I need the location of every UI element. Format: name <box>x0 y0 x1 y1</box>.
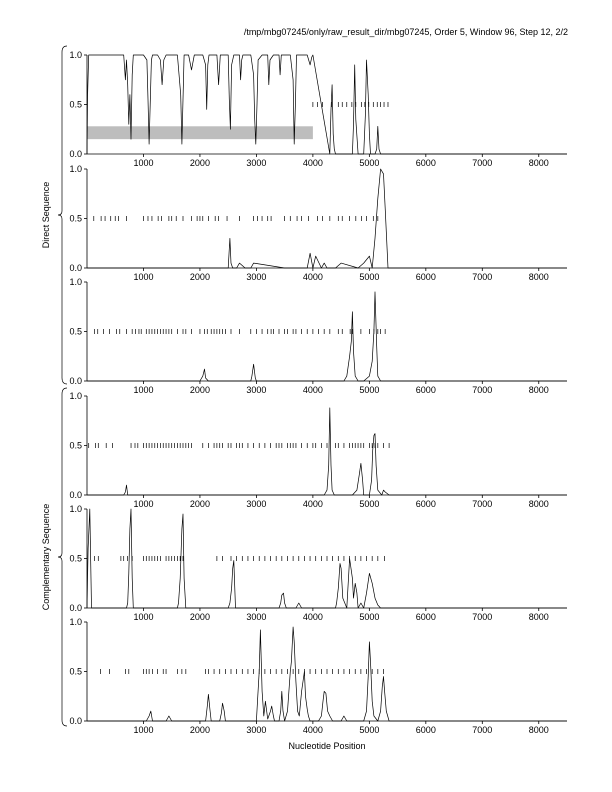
group-brackets <box>58 46 67 726</box>
x-tick-label: 5000 <box>359 499 380 509</box>
x-tick-label: 5000 <box>359 725 380 735</box>
x-tick-label: 1000 <box>133 158 154 168</box>
x-tick-label: 2000 <box>189 385 210 395</box>
x-tick-label: 6000 <box>415 158 436 168</box>
panel-1 <box>69 50 567 168</box>
x-tick-label: 7000 <box>472 385 493 395</box>
x-tick-label: 6000 <box>415 272 436 282</box>
x-tick-label: 1000 <box>133 272 154 282</box>
y-tick-label: 0.5 <box>69 440 82 451</box>
panel-2 <box>69 164 567 282</box>
group-label-direct-sequence: Direct Sequence <box>41 181 51 249</box>
y-tick-label: 0.0 <box>69 716 82 726</box>
y-tick-label: 0.0 <box>69 263 82 273</box>
x-tick-label: 7000 <box>472 272 493 282</box>
x-axis-label: Nucleotide Position <box>288 741 366 751</box>
x-tick-label: 4000 <box>302 272 323 282</box>
x-tick-label: 3000 <box>246 612 267 622</box>
x-tick-label: 1000 <box>133 385 154 395</box>
y-tick-label: 0.0 <box>69 603 82 613</box>
x-tick-label: 8000 <box>528 272 549 282</box>
x-tick-label: 3000 <box>246 158 267 168</box>
x-tick-label: 2000 <box>189 612 210 622</box>
series-trace <box>87 408 567 495</box>
x-tick-label: 7000 <box>472 612 493 622</box>
group-label-complementary-sequence: Complementary Sequence <box>41 503 51 611</box>
x-tick-label: 4000 <box>302 385 323 395</box>
panel-3 <box>69 277 567 395</box>
x-tick-label: 2000 <box>189 158 210 168</box>
x-tick-label: 2000 <box>189 272 210 282</box>
x-tick-label: 8000 <box>528 385 549 395</box>
bracket-direct-sequence <box>58 46 67 384</box>
y-tick-label: 1.0 <box>69 277 82 287</box>
series-trace <box>87 169 567 268</box>
y-tick-label: 0.0 <box>69 490 82 500</box>
y-tick-label: 0.0 <box>69 149 82 159</box>
x-tick-label: 8000 <box>528 612 549 622</box>
x-tick-label: 3000 <box>246 499 267 509</box>
y-tick-label: 0.5 <box>69 213 82 224</box>
x-tick-label: 2000 <box>189 725 210 735</box>
y-tick-label: 1.0 <box>69 50 82 60</box>
bracket-complementary-sequence <box>58 388 67 726</box>
x-tick-label: 3000 <box>246 385 267 395</box>
y-tick-label: 0.5 <box>69 666 82 677</box>
panel-5 <box>69 504 567 622</box>
y-tick-label: 0.5 <box>69 99 82 110</box>
x-tick-label: 7000 <box>472 499 493 509</box>
x-tick-label: 8000 <box>528 499 549 509</box>
x-tick-label: 5000 <box>359 158 380 168</box>
x-tick-label: 8000 <box>528 725 549 735</box>
y-tick-label: 0.5 <box>69 326 82 337</box>
y-tick-label: 1.0 <box>69 504 82 514</box>
series-trace <box>87 292 567 381</box>
x-tick-label: 5000 <box>359 272 380 282</box>
x-tick-label: 1000 <box>133 725 154 735</box>
panel-4 <box>69 391 567 509</box>
x-tick-label: 7000 <box>472 725 493 735</box>
chart-panels <box>69 50 567 735</box>
x-tick-label: 2000 <box>189 499 210 509</box>
x-tick-label: 3000 <box>246 725 267 735</box>
x-tick-label: 4000 <box>302 725 323 735</box>
x-tick-label: 4000 <box>302 158 323 168</box>
x-tick-label: 7000 <box>472 158 493 168</box>
x-tick-label: 3000 <box>246 272 267 282</box>
y-tick-label: 1.0 <box>69 164 82 174</box>
page-title: /tmp/mbg07245/only/raw_result_dir/mbg07245, Order 5, Window 96, Step 12, 2/2 <box>243 27 568 37</box>
panel-6 <box>69 617 567 735</box>
y-tick-label: 1.0 <box>69 617 82 627</box>
x-tick-label: 5000 <box>359 612 380 622</box>
x-tick-label: 6000 <box>415 725 436 735</box>
x-tick-label: 1000 <box>133 612 154 622</box>
x-tick-label: 1000 <box>133 499 154 509</box>
y-tick-label: 0.5 <box>69 553 82 564</box>
y-tick-label: 0.0 <box>69 376 82 386</box>
x-tick-label: 4000 <box>302 612 323 622</box>
x-tick-label: 6000 <box>415 612 436 622</box>
x-tick-label: 6000 <box>415 499 436 509</box>
x-tick-label: 5000 <box>359 385 380 395</box>
shaded-band <box>87 126 313 139</box>
y-tick-label: 1.0 <box>69 391 82 401</box>
x-tick-label: 6000 <box>415 385 436 395</box>
x-tick-label: 4000 <box>302 499 323 509</box>
x-tick-label: 8000 <box>528 158 549 168</box>
